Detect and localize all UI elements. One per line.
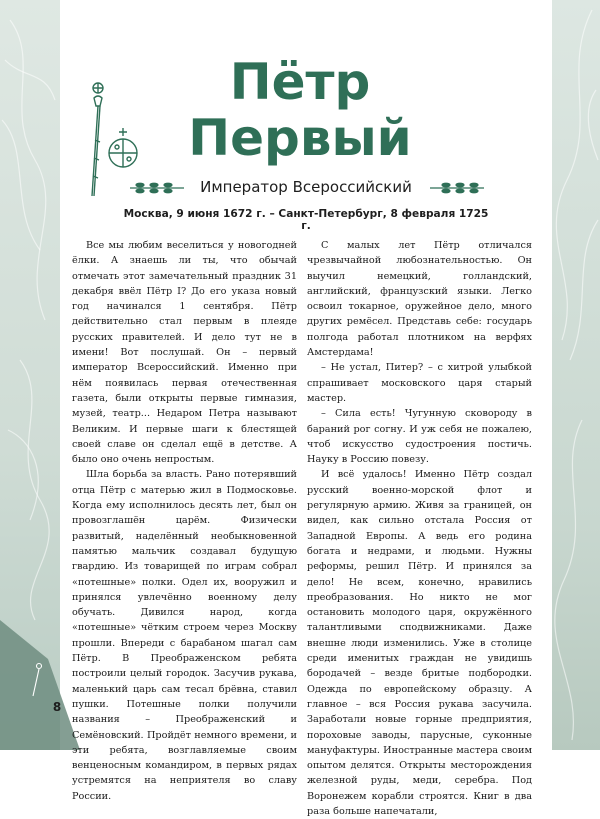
left-column bbox=[72, 238, 297, 804]
paragraph: С малых лет Пётр отличался чрезвычайной любознательностью. Он выучил немецкий, голландский, английский, французский языки. Легко освоил токарное, оружейное дело, много других ремёсел. Представь себе: государь полгода работал плотником на верфях Амстердама! bbox=[307, 240, 532, 359]
paragraph: Все мы любим веселиться у новогодней ёлки. А знаешь ли ты, что обычай отмечать этот замечательный праздник 31 декабря ввёл Пётр I? До его указа новый год начинался 1 сентября. Пётр действительно стал первым в плеяде русских правителей. И дело тут не в имени! Вот послушай. Он – первый император Всероссийский. Именно при нём появилась первая отечественная газета, были открыты первые гимназия, музей, театр... Недаром Петра называют Великим. И первые шаги к блестящей своей славе он сделал ещё в детстве. А было оно очень непростым. bbox=[72, 240, 297, 466]
subtitle-row bbox=[120, 176, 492, 198]
mini-scepter-icon bbox=[30, 662, 44, 698]
topographic-pattern-right bbox=[552, 0, 600, 750]
branch-left-icon bbox=[128, 182, 186, 194]
paragraph: – Не устал, Питер? – с хитрой улыбкой спрашивает московского царя старый мастер. bbox=[307, 362, 532, 404]
paragraph: – Сила есть! Чугунную сковороду в бараний рог согну. И уж себя не пожалею, чтоб искусство судостроения постичь. Науку в Россию повезу. bbox=[307, 408, 532, 466]
life-dates: Москва, 9 июня 1672 г. – Санкт-Петербург, 8 февраля 1725 г. bbox=[123, 208, 489, 232]
branch-right-icon bbox=[428, 182, 486, 194]
page-title-line1: Пётр bbox=[229, 53, 371, 111]
page-number: 8 bbox=[52, 700, 62, 714]
paragraph: Шла борьба за власть. Рано потерявший отца Пётр с матерью жил в Подмосковье. Когда ему исполнилось десять лет, был он провозглашён царём. Физически развитый, наделённый необыкновенной памятью мальчик создавал будущую гвардию. Из товарищей по играм собрал «потешные» полки. Одел их, вооружил и принялся увлечённо военному делу обучать. Дивился народ, когда «потешные» чётким строем через Москву прошли. Впереди с барабаном шагал сам Пётр. В Преображенском ребята построили целый городок. Засучив рукава, маленький царь сам тесал брёвна, ставил пушки. Потешные полки получили названия – Преображенский и Семёновский. Пройдёт немного времени, и эти ребята, возглавляемые своим венценосным командиром, в первых рядах устремятся на неприятеля во славу России. bbox=[72, 469, 297, 802]
page-title-line2: Первый bbox=[188, 109, 412, 167]
right-column bbox=[307, 238, 532, 819]
subtitle: Император Всероссийский bbox=[200, 178, 412, 196]
paragraph: И всё удалось! Именно Пётр создал русский военно-морской флот и регулярную армию. Живя за границей, он видел, как сильно отстала Россия от Западной Европы. А ведь его родина богата и недрами, и людьми. Нужны реформы, решил Пётр. И принялся за дело! Не всем, конечно, нравились преобразования. Но никто не мог остановить молодого царя, окружённого талантливыми сподвижниками. Даже внешне люди изменились. Уже в столице среди именитых граждан не увидишь бородачей – везде бритые подбородки. Одежда по европейскому образцу. А главное – вся Россия рукава засучила. Заработали новые горные предприятия, пороховые заводы, парусные, суконные мануфактуры. Иностранные мастера своим опытом делятся. Открыты месторождения железной руды, меди, серебра. Под Воронежем корабли строятся. Книг в два раза больше напечатали, bbox=[307, 469, 532, 817]
